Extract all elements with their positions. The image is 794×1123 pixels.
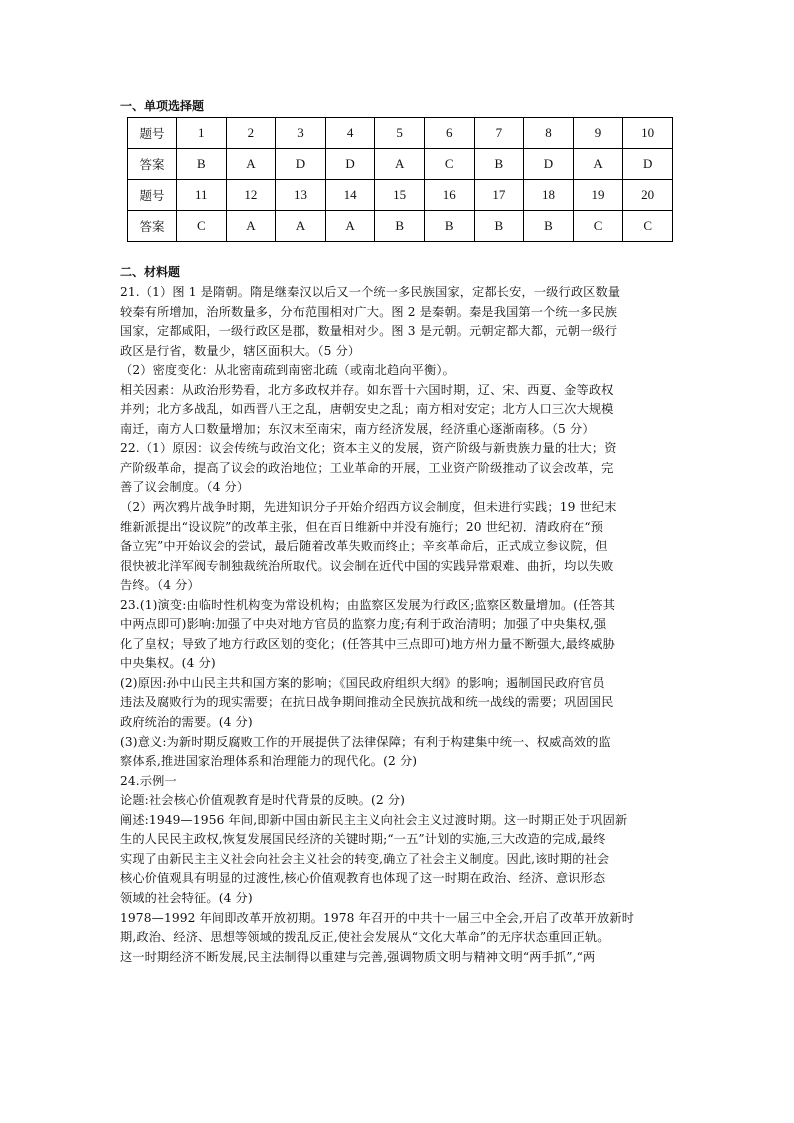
table-cell: 20	[623, 180, 673, 211]
text-line: 很快被北洋军阀专制独裁统治所取代。议会制在近代中国的实践异常艰难、曲折，均以失败	[120, 558, 614, 573]
table-cell: 19	[573, 180, 623, 211]
table-row	[128, 211, 673, 242]
table-cell: D	[276, 149, 326, 180]
text-line: 核心价值观具有明显的过渡性,核心价值观教育也体现了这一时期在政治、经济、意识形态	[120, 871, 606, 886]
text-line: 国家，定都咸阳，一级行政区是郡，数量相对少。图 3 是元朝。元朝定都大都，元朝一级行	[120, 324, 618, 339]
row-header-cell: 答案	[128, 211, 177, 242]
text-line: 备立宪”中开始议会的尝试，最后随着改革失败而终止；辛亥革命后，正式成立参议院，但	[120, 539, 608, 554]
table-cell: A	[375, 149, 425, 180]
row-header-cell: 答案	[128, 149, 177, 180]
table-cell: B	[474, 149, 524, 180]
text-line: 中央集权。(4 分)	[120, 656, 216, 671]
table-cell: 16	[424, 180, 474, 211]
text-line: 24.示例一	[120, 773, 177, 788]
material-answers	[120, 283, 676, 967]
text-line: (2)原因:孙中山民主共和国方案的影响；《国民政府组织大纲》的影响；遏制国民政府官员	[120, 675, 605, 690]
table-cell: B	[424, 211, 474, 242]
text-line: 论题:社会核心价值观教育是时代背景的反映。(2 分)	[120, 793, 406, 808]
table-cell: A	[226, 149, 276, 180]
text-line: 南迁，南方人口数量增加；东汉末至南宋，南方经济发展，经济重心逐渐南移。（5 分）	[120, 421, 595, 436]
table-cell: 5	[375, 118, 425, 149]
table-cell: 13	[276, 180, 326, 211]
table-cell: B	[474, 211, 524, 242]
section-title-choice: 一、单项选择题	[120, 99, 205, 113]
table-cell: 3	[276, 118, 326, 149]
table-cell: 12	[226, 180, 276, 211]
text-line: 违法及腐败行为的现实需要；在抗日战争期间推动全民族抗战和统一战线的需要；巩固国民	[120, 695, 614, 710]
answer-table	[127, 117, 673, 242]
table-cell: 7	[474, 118, 524, 149]
text-line: 这一时期经济不断发展,民主法制得以重建与完善,强调物质文明与精神文明“两手抓”,“两	[120, 949, 596, 964]
table-cell: 14	[325, 180, 375, 211]
text-line: 领域的社会特征。(4 分)	[120, 890, 253, 905]
text-line: 相关因素：从政治形势看，北方多政权并存。如东晋十六国时期，辽、宋、西夏、金等政权	[120, 382, 614, 397]
text-line: 期,政治、经济、思想等领域的拨乱反正,使社会发展从“文化大革命”的无序状态重回正轨。	[120, 930, 610, 945]
table-cell: A	[573, 149, 623, 180]
table-cell: 2	[226, 118, 276, 149]
table-cell: B	[375, 211, 425, 242]
answer-sheet	[120, 98, 676, 967]
table-cell: A	[226, 211, 276, 242]
table-cell: 11	[177, 180, 227, 211]
table-cell: D	[623, 149, 673, 180]
text-line: 23.(1)演变:由临时性机构变为常设机构；由监察区发展为行政区;监察区数量增加。(任答其	[120, 597, 616, 612]
text-line: 中两点即可)影响:加强了中央对地方官员的监察力度;有利于政治清明；加强了中央集权,强	[120, 617, 607, 632]
table-row	[128, 180, 673, 211]
table-cell: 4	[325, 118, 375, 149]
table-cell: D	[325, 149, 375, 180]
text-line: 告终。（4 分）	[120, 578, 200, 593]
table-row	[128, 118, 673, 149]
text-line: 1978—1992 年间即改革开放初期。1978 年召开的中共十一届三中全会,开启了改革开放新时	[120, 910, 635, 925]
text-line: 察体系,推进国家治理体系和治理能力的现代化。(2 分)	[120, 754, 418, 769]
table-row	[128, 149, 673, 180]
table-cell: 17	[474, 180, 524, 211]
text-line: 22.（1）原因：议会传统与政治文化；资本主义的发展，资产阶级与新贵族力量的壮大；资	[120, 441, 617, 456]
table-cell: B	[524, 211, 574, 242]
text-line: 产阶级革命，提高了议会的政治地位；工业革命的开展，工业资产阶级推动了议会改革，完	[120, 460, 614, 475]
table-cell: C	[424, 149, 474, 180]
text-line: （2）密度变化：从北密南疏到南密北疏（或南北趋向平衡）。	[120, 363, 455, 378]
table-cell: 9	[573, 118, 623, 149]
text-line: 政区是行省，数量少，辖区面积大。（5 分）	[120, 343, 361, 358]
text-line: 维新派提出“设议院”的改革主张，但在百日维新中并没有施行；20 世纪初．清政府在“预	[120, 519, 604, 534]
text-line: 善了议会制度。（4 分）	[120, 480, 250, 495]
text-line: （2）两次鸦片战争时期，先进知识分子开始介绍西方议会制度，但未进行实践；19 世纪末	[120, 500, 617, 515]
text-line: 政府统治的需要。(4 分)	[120, 715, 253, 730]
table-cell: 1	[177, 118, 227, 149]
row-header-cell: 题号	[128, 180, 177, 211]
text-line: 实现了由新民主主义社会向社会主义社会的转变,确立了社会主义制度。因此,该时期的社会	[120, 851, 610, 866]
table-cell: A	[276, 211, 326, 242]
row-header-cell: 题号	[128, 118, 177, 149]
table-cell: C	[623, 211, 673, 242]
table-cell: C	[573, 211, 623, 242]
text-line: 阐述:1949—1956 年间,即新中国由新民主主义向社会主义过渡时期。这一时期正处于巩固新	[120, 812, 628, 827]
table-cell: 8	[524, 118, 574, 149]
section-title-material: 二、材料题	[120, 265, 181, 279]
text-line: 化了皇权；导致了地方行政区划的变化；(任答其中三点即可)地方州力量不断强大,最终威胁	[120, 636, 615, 651]
table-cell: 18	[524, 180, 574, 211]
table-cell: 10	[623, 118, 673, 149]
table-cell: A	[325, 211, 375, 242]
text-line: 较秦有所增加，治所数量多，分布范围相对广大。图 2 是秦朝。秦是我国第一个统一多民族	[120, 304, 618, 319]
table-cell: 6	[424, 118, 474, 149]
table-cell: C	[177, 211, 227, 242]
table-cell: B	[177, 149, 227, 180]
table-cell: 15	[375, 180, 425, 211]
text-line: (3)意义:为新时期反腐败工作的开展提供了法律保障；有利于构建集中统一、权威高效的监	[120, 734, 611, 749]
text-line: 生的人民民主政权,恢复发展国民经济的关键时期;“一五”计划的实施,三大改造的完成,最终	[120, 832, 606, 847]
text-line: 21.（1）图 1 是隋朝。隋是继秦汉以后又一个统一多民族国家，定都长安，一级行政区数量	[120, 285, 621, 299]
text-line: 并列；北方多战乱，如西晋八王之乱，唐朝安史之乱；南方相对安定；北方人口三次大规模	[120, 402, 614, 417]
table-cell: D	[524, 149, 574, 180]
